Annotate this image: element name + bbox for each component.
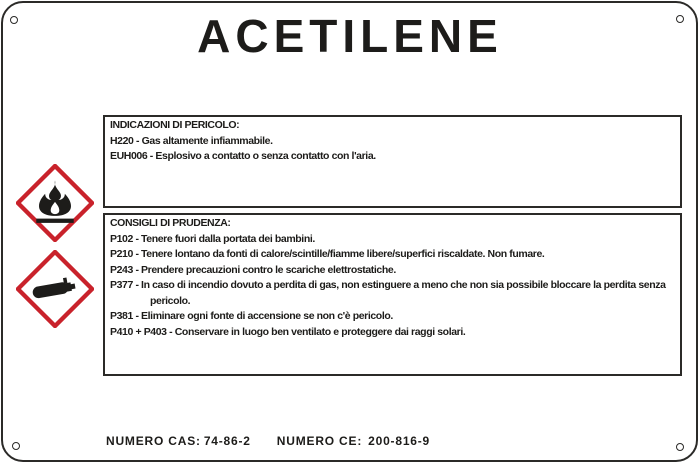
ghs-flame-pictogram <box>16 164 94 242</box>
gas-cylinder-icon <box>16 250 94 328</box>
mounting-hole-bottom-right <box>676 443 684 451</box>
precaution-statements-box <box>103 213 682 376</box>
precaution-statement: P210 - Tenere lontano da fonti di calore/scintille/fiamme libere/superfici riscaldate. Non fumare. <box>110 248 545 260</box>
ghs-gas-cylinder-pictogram <box>16 250 94 328</box>
hazard-box-heading: INDICAZIONI DI PERICOLO: <box>110 119 240 131</box>
hazard-statements-box <box>103 115 682 208</box>
ce-number-value: 200-816-9 <box>368 434 431 448</box>
precaution-statement: P102 - Tenere fuori dalla portata dei bambini. <box>110 232 315 245</box>
precaution-statement: P381 - Eliminare ogni fonte di accensione se non c'è pericolo. <box>110 310 393 322</box>
precaution-statement: P377 - In caso di incendio dovuto a perdita di gas, non estinguere a meno che non sia possibile bloccare la perdita senza pericolo. <box>110 279 666 307</box>
cas-number-value: 74-86-2 <box>203 434 251 448</box>
ce-number-label: NUMERO CE: <box>276 434 363 448</box>
precaution-statement: P410 + P403 - Conservare in luogo ben ventilato e proteggere dai raggi solari. <box>110 325 466 338</box>
hazard-statement: EUH006 - Esplosivo a contatto o senza contatto con l'aria. <box>110 150 376 162</box>
precaution-box-heading: CONSIGLI DI PRUDENZA: <box>110 217 231 229</box>
hazard-statement: H220 - Gas altamente infiammabile. <box>110 134 273 147</box>
flame-icon <box>16 164 94 242</box>
cas-number-label: NUMERO CAS: <box>106 434 201 448</box>
precaution-statement: P243 - Prendere precauzioni contro le scariche elettrostatiche. <box>110 263 396 276</box>
registry-numbers <box>106 435 430 448</box>
mounting-hole-bottom-left <box>12 442 20 450</box>
product-title: ACETILENE <box>197 10 503 62</box>
